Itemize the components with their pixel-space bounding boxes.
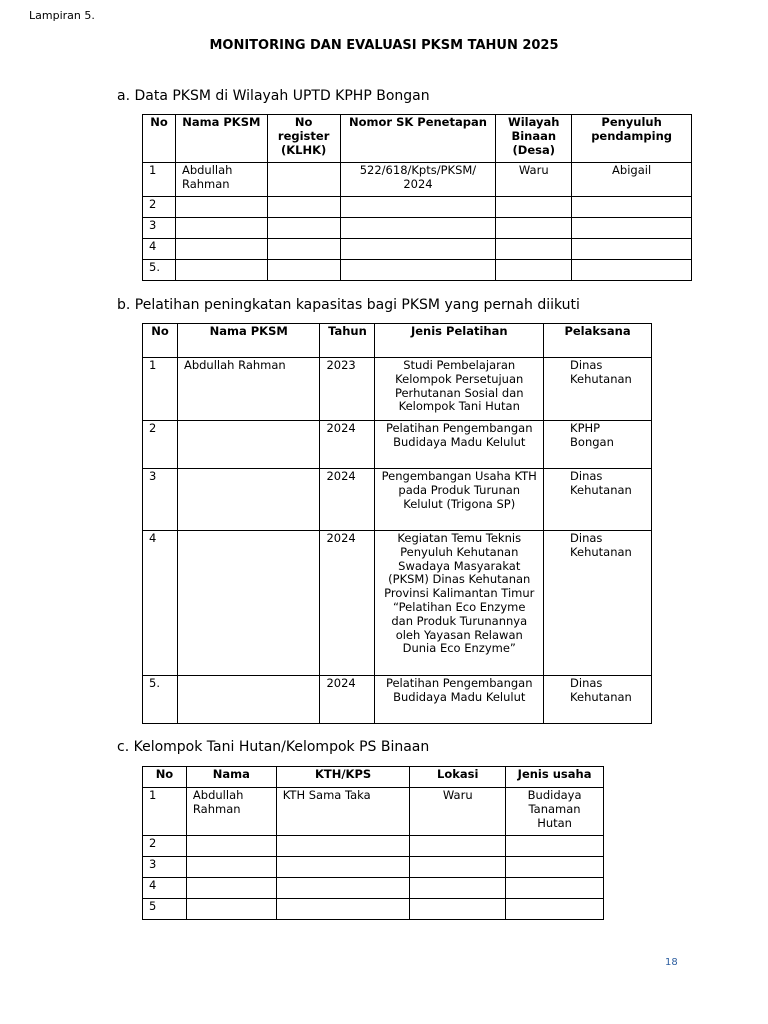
header-tahun: Tahun (320, 324, 375, 358)
cell-kth-kps (276, 836, 410, 857)
table-row (143, 239, 692, 260)
cell-jenis-pelatihan: Pelatihan Pengembangan Budidaya Madu Kelulut (375, 676, 544, 724)
cell-no: 1 (143, 163, 176, 197)
cell-nama (177, 421, 320, 469)
cell-tahun: 2023 (320, 358, 375, 421)
cell-jenis-usaha (506, 878, 604, 899)
table-row (143, 836, 604, 857)
cell-no: 5. (143, 260, 176, 281)
table-row (143, 676, 652, 724)
header-no-register: No register (KLHK) (267, 115, 340, 163)
cell-kth-kps (276, 899, 410, 920)
table-row (143, 421, 652, 469)
cell-nama (186, 878, 276, 899)
cell-no: 5. (143, 676, 178, 724)
cell-tahun: 2024 (320, 421, 375, 469)
cell-no: 2 (143, 836, 187, 857)
cell-nama (175, 239, 267, 260)
table-row (143, 358, 652, 421)
cell-register (267, 163, 340, 197)
cell-nama (175, 218, 267, 239)
cell-kth-kps (276, 857, 410, 878)
cell-jenis-pelatihan: Kegiatan Temu Teknis Penyuluh Kehutanan Swadaya Masyarakat (PKSM) Dinas Kehutanan Provinsi Kalimantan Timur “Pelatihan Eco Enzyme dan Produk Turunannya oleh Yayasan Relawan Dunia Eco Enzyme” (375, 531, 544, 676)
cell-pelaksana: Dinas Kehutanan (544, 531, 652, 676)
cell-pelaksana: KPHP Bongan (544, 421, 652, 469)
cell-penyuluh: Abigail (572, 163, 692, 197)
header-no: No (143, 767, 187, 788)
cell-jenis-usaha (506, 857, 604, 878)
cell-no: 1 (143, 358, 178, 421)
cell-penyuluh (572, 239, 692, 260)
section-c-heading: c. Kelompok Tani Hutan/Kelompok PS Binaan (117, 739, 430, 755)
cell-no: 3 (143, 469, 178, 531)
header-no: No (143, 115, 176, 163)
cell-penyuluh (572, 197, 692, 218)
table-row (143, 899, 604, 920)
table-row (143, 163, 692, 197)
cell-penyuluh (572, 260, 692, 281)
header-kth-kps: KTH/KPS (276, 767, 410, 788)
cell-wilayah: Waru (496, 163, 572, 197)
cell-jenis-pelatihan: Pengembangan Usaha KTH pada Produk Turunan Kelulut (Trigona SP) (375, 469, 544, 531)
cell-nomor-sk (340, 197, 496, 218)
pksm-data-table (142, 114, 692, 281)
page-number: 18 (665, 957, 678, 968)
cell-nama (175, 260, 267, 281)
cell-jenis-usaha (506, 899, 604, 920)
training-table (142, 323, 652, 724)
cell-pelaksana: Dinas Kehutanan (544, 358, 652, 421)
cell-register (267, 260, 340, 281)
cell-tahun: 2024 (320, 676, 375, 724)
cell-nomor-sk (340, 218, 496, 239)
cell-lokasi (410, 899, 506, 920)
cell-nama (186, 899, 276, 920)
table-row (143, 218, 692, 239)
cell-nama (177, 531, 320, 676)
header-nama-pksm: Nama PKSM (175, 115, 267, 163)
cell-tahun: 2024 (320, 531, 375, 676)
cell-no: 1 (143, 788, 187, 836)
header-nama-pksm: Nama PKSM (177, 324, 320, 358)
attachment-label: Lampiran 5. (29, 9, 95, 22)
table-row (143, 469, 652, 531)
header-nama: Nama (186, 767, 276, 788)
cell-jenis-pelatihan: Studi Pembelajaran Kelompok Persetujuan Perhutanan Sosial dan Kelompok Tani Hutan (375, 358, 544, 421)
cell-nama: Abdullah Rahman (175, 163, 267, 197)
cell-kth-kps (276, 878, 410, 899)
header-jenis-usaha: Jenis usaha (506, 767, 604, 788)
table-row (143, 788, 604, 836)
header-nomor-sk: Nomor SK Penetapan (340, 115, 496, 163)
cell-nama (186, 857, 276, 878)
cell-lokasi (410, 878, 506, 899)
header-penyuluh: Penyuluh pendamping (572, 115, 692, 163)
cell-nomor-sk: 522/618/Kpts/PKSM/ 2024 (340, 163, 496, 197)
cell-jenis-usaha (506, 836, 604, 857)
cell-register (267, 239, 340, 260)
cell-pelaksana: Dinas Kehutanan (544, 676, 652, 724)
table-row (143, 878, 604, 899)
cell-jenis-usaha: Budidaya Tanaman Hutan (506, 788, 604, 836)
cell-nomor-sk (340, 260, 496, 281)
cell-nomor-sk (340, 239, 496, 260)
cell-wilayah (496, 239, 572, 260)
header-no: No (143, 324, 178, 358)
cell-penyuluh (572, 218, 692, 239)
section-a-heading: a. Data PKSM di Wilayah UPTD KPHP Bongan (117, 88, 430, 104)
cell-nama: Abdullah Rahman (177, 358, 320, 421)
cell-nama (177, 676, 320, 724)
cell-no: 4 (143, 531, 178, 676)
table-row (143, 197, 692, 218)
header-jenis-pelatihan: Jenis Pelatihan (375, 324, 544, 358)
cell-lokasi (410, 857, 506, 878)
table-row (143, 531, 652, 676)
header-pelaksana: Pelaksana (544, 324, 652, 358)
cell-no: 3 (143, 857, 187, 878)
cell-lokasi: Waru (410, 788, 506, 836)
cell-wilayah (496, 197, 572, 218)
section-b-heading: b. Pelatihan peningkatan kapasitas bagi PKSM yang pernah diikuti (117, 297, 580, 313)
cell-wilayah (496, 218, 572, 239)
cell-no: 2 (143, 197, 176, 218)
cell-nama: Abdullah Rahman (186, 788, 276, 836)
header-lokasi: Lokasi (410, 767, 506, 788)
cell-register (267, 218, 340, 239)
cell-nama (175, 197, 267, 218)
cell-tahun: 2024 (320, 469, 375, 531)
document-title: MONITORING DAN EVALUASI PKSM TAHUN 2025 (209, 38, 559, 53)
table-row (143, 260, 692, 281)
cell-pelaksana: Dinas Kehutanan (544, 469, 652, 531)
cell-no: 3 (143, 218, 176, 239)
table-row (143, 857, 604, 878)
cell-no: 2 (143, 421, 178, 469)
cell-kth-kps: KTH Sama Taka (276, 788, 410, 836)
cell-lokasi (410, 836, 506, 857)
header-wilayah-binaan: Wilayah Binaan (Desa) (496, 115, 572, 163)
table-header-row (143, 324, 652, 358)
cell-no: 5 (143, 899, 187, 920)
cell-register (267, 197, 340, 218)
cell-jenis-pelatihan: Pelatihan Pengembangan Budidaya Madu Kelulut (375, 421, 544, 469)
cell-no: 4 (143, 239, 176, 260)
cell-wilayah (496, 260, 572, 281)
cell-no: 4 (143, 878, 187, 899)
table-header-row (143, 767, 604, 788)
table-header-row (143, 115, 692, 163)
kelompok-tani-table (142, 766, 604, 920)
cell-nama (177, 469, 320, 531)
cell-nama (186, 836, 276, 857)
